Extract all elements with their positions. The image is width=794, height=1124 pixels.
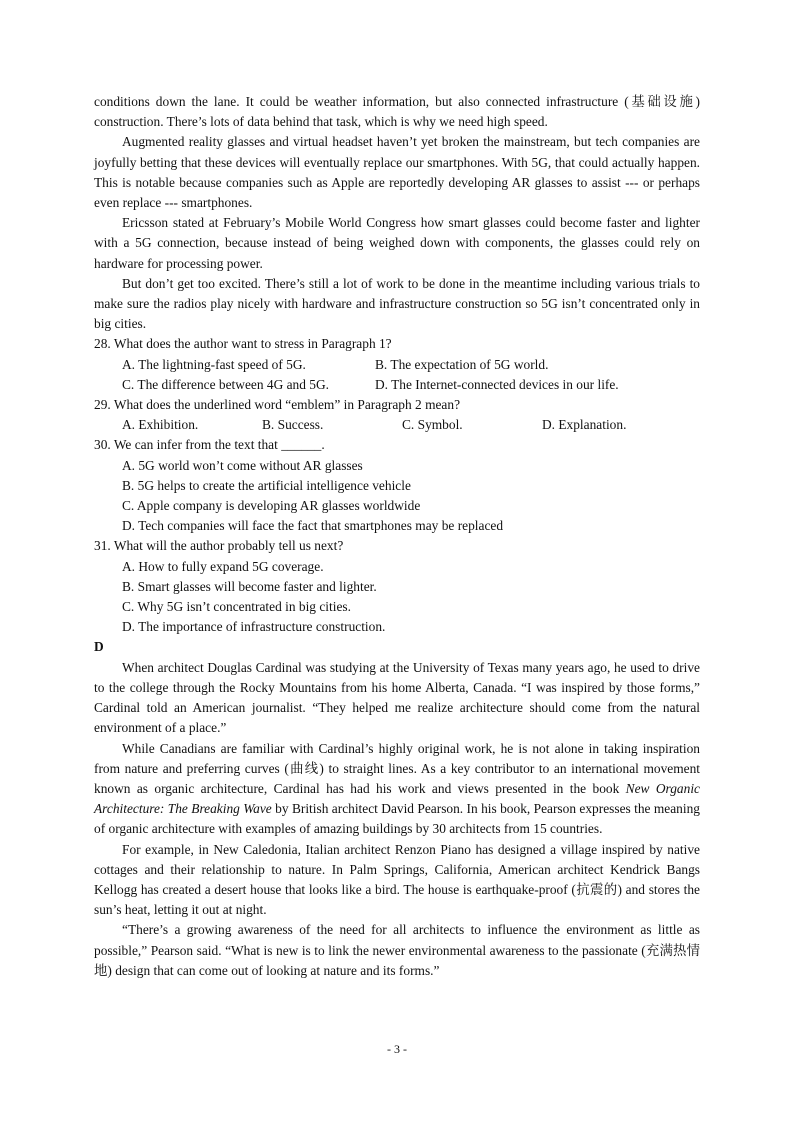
book-title: New Organic Architecture: The Breaking Wave [94, 780, 700, 817]
section-d-paragraph-2-text-a: While Canadians are familiar with Cardinal’s highly original work, he is not alone in taking inspiration from nature and preferring curves (曲线) to straight lines. As a key contributor to an international movement known as organic architecture, Cardinal has had his work and views presented in the book [94, 740, 700, 796]
question-29-option-b[interactable]: B. Success. [262, 417, 324, 433]
section-d-heading: D [94, 639, 104, 655]
question-29-option-c[interactable]: C. Symbol. [402, 417, 463, 433]
question-31-option-d[interactable]: D. The importance of infrastructure construction. [122, 619, 386, 635]
paragraph-ar-glasses: Augmented reality glasses and virtual headset haven’t yet broken the mainstream, but tech companies are joyfully betting that these devices will eventually replace our smartphones. With 5G, that could actually happen. This is notable because companies such as Apple are reportedly developing AR glasses to assist --- or perhaps even replace --- smartphones. [94, 134, 700, 211]
question-28-option-d[interactable]: D. The Internet-connected devices in our life. [375, 376, 619, 392]
question-29-option-d[interactable]: D. Explanation. [542, 417, 627, 433]
question-31-option-c[interactable]: C. Why 5G isn’t concentrated in big cities. [122, 599, 351, 615]
question-29-option-a[interactable]: A. Exhibition. [122, 417, 199, 433]
question-31-stem: 31. What will the author probably tell us next? [94, 538, 344, 554]
question-29-options [94, 415, 700, 435]
question-30-option-a[interactable]: A. 5G world won’t come without AR glasses [122, 457, 363, 473]
document-page [94, 92, 700, 981]
section-d-paragraph-3: For example, in New Caledonia, Italian architect Renzon Piano has designed a village inspired by native cottages and their relationship to nature. In Palm Springs, California, American architect Kendrick Bangs Kellogg has created a desert house that looks like a bird. The house is earthquake-proof (抗震的) and stores the sun’s heat, letting it out at night. [94, 841, 700, 918]
paragraph-dont-get-excited: But don’t get too excited. There’s still a lot of work to be done in the meantime including various trials to make sure the radios play nicely with hardware and infrastructure construction so 5G isn’t concentrated only in big cities. [94, 275, 700, 332]
question-31-option-b[interactable]: B. Smart glasses will become faster and lighter. [122, 578, 377, 594]
question-31-option-a[interactable]: A. How to fully expand 5G coverage. [122, 558, 324, 574]
question-28-stem: 28. What does the author want to stress in Paragraph 1? [94, 336, 392, 352]
paragraph-infrastructure: conditions down the lane. It could be weather information, but also connected infrastructure (基础设施) construction. There’s lots of data behind that task, which is why we need high speed. [94, 94, 700, 130]
section-d-paragraph-2-text-b: by British architect David Pearson. In his book, Pearson expresses the meaning of organic architecture with examples of amazing buildings by 30 architects from 15 countries. [94, 801, 700, 837]
question-30-stem: 30. We can infer from the text that ______. [94, 437, 325, 453]
question-28-options-row-1 [94, 355, 700, 375]
page-number: - 3 - [387, 1042, 407, 1056]
section-d-paragraph-2 [94, 739, 700, 840]
section-d-paragraph-4: “There’s a growing awareness of the need for all architects to influence the environment as little as possible,” Pearson said. “What is new is to link the newer environmental awareness to the passionate (充满热情地) design that can come out of looking at nature and its forms.” [94, 922, 700, 978]
question-28-option-b[interactable]: B. The expectation of 5G world. [375, 356, 549, 372]
question-28-options-row-2 [94, 375, 700, 395]
question-30-option-c[interactable]: C. Apple company is developing AR glasses worldwide [122, 498, 421, 514]
paragraph-ericsson: Ericsson stated at February’s Mobile World Congress how smart glasses could become faster and lighter with a 5G connection, because instead of being weighed down with components, the glasses could rely on hardware for processing power. [94, 215, 700, 271]
section-d-paragraph-1: When architect Douglas Cardinal was studying at the University of Texas many years ago, he used to drive to the college through the Rocky Mountains from his home Alberta, Canada. “I was inspired by those forms,” Cardinal told an American journalist. “They helped me realize architecture should come from the natural environment of a place.” [94, 659, 700, 736]
question-30-option-d[interactable]: D. Tech companies will face the fact that smartphones may be replaced [122, 518, 504, 534]
question-28-option-a[interactable]: A. The lightning-fast speed of 5G. [122, 356, 306, 372]
question-30-option-b[interactable]: B. 5G helps to create the artificial intelligence vehicle [122, 477, 411, 493]
question-29-stem: 29. What does the underlined word “emblem” in Paragraph 2 mean? [94, 397, 461, 413]
question-28-option-c[interactable]: C. The difference between 4G and 5G. [122, 376, 329, 392]
